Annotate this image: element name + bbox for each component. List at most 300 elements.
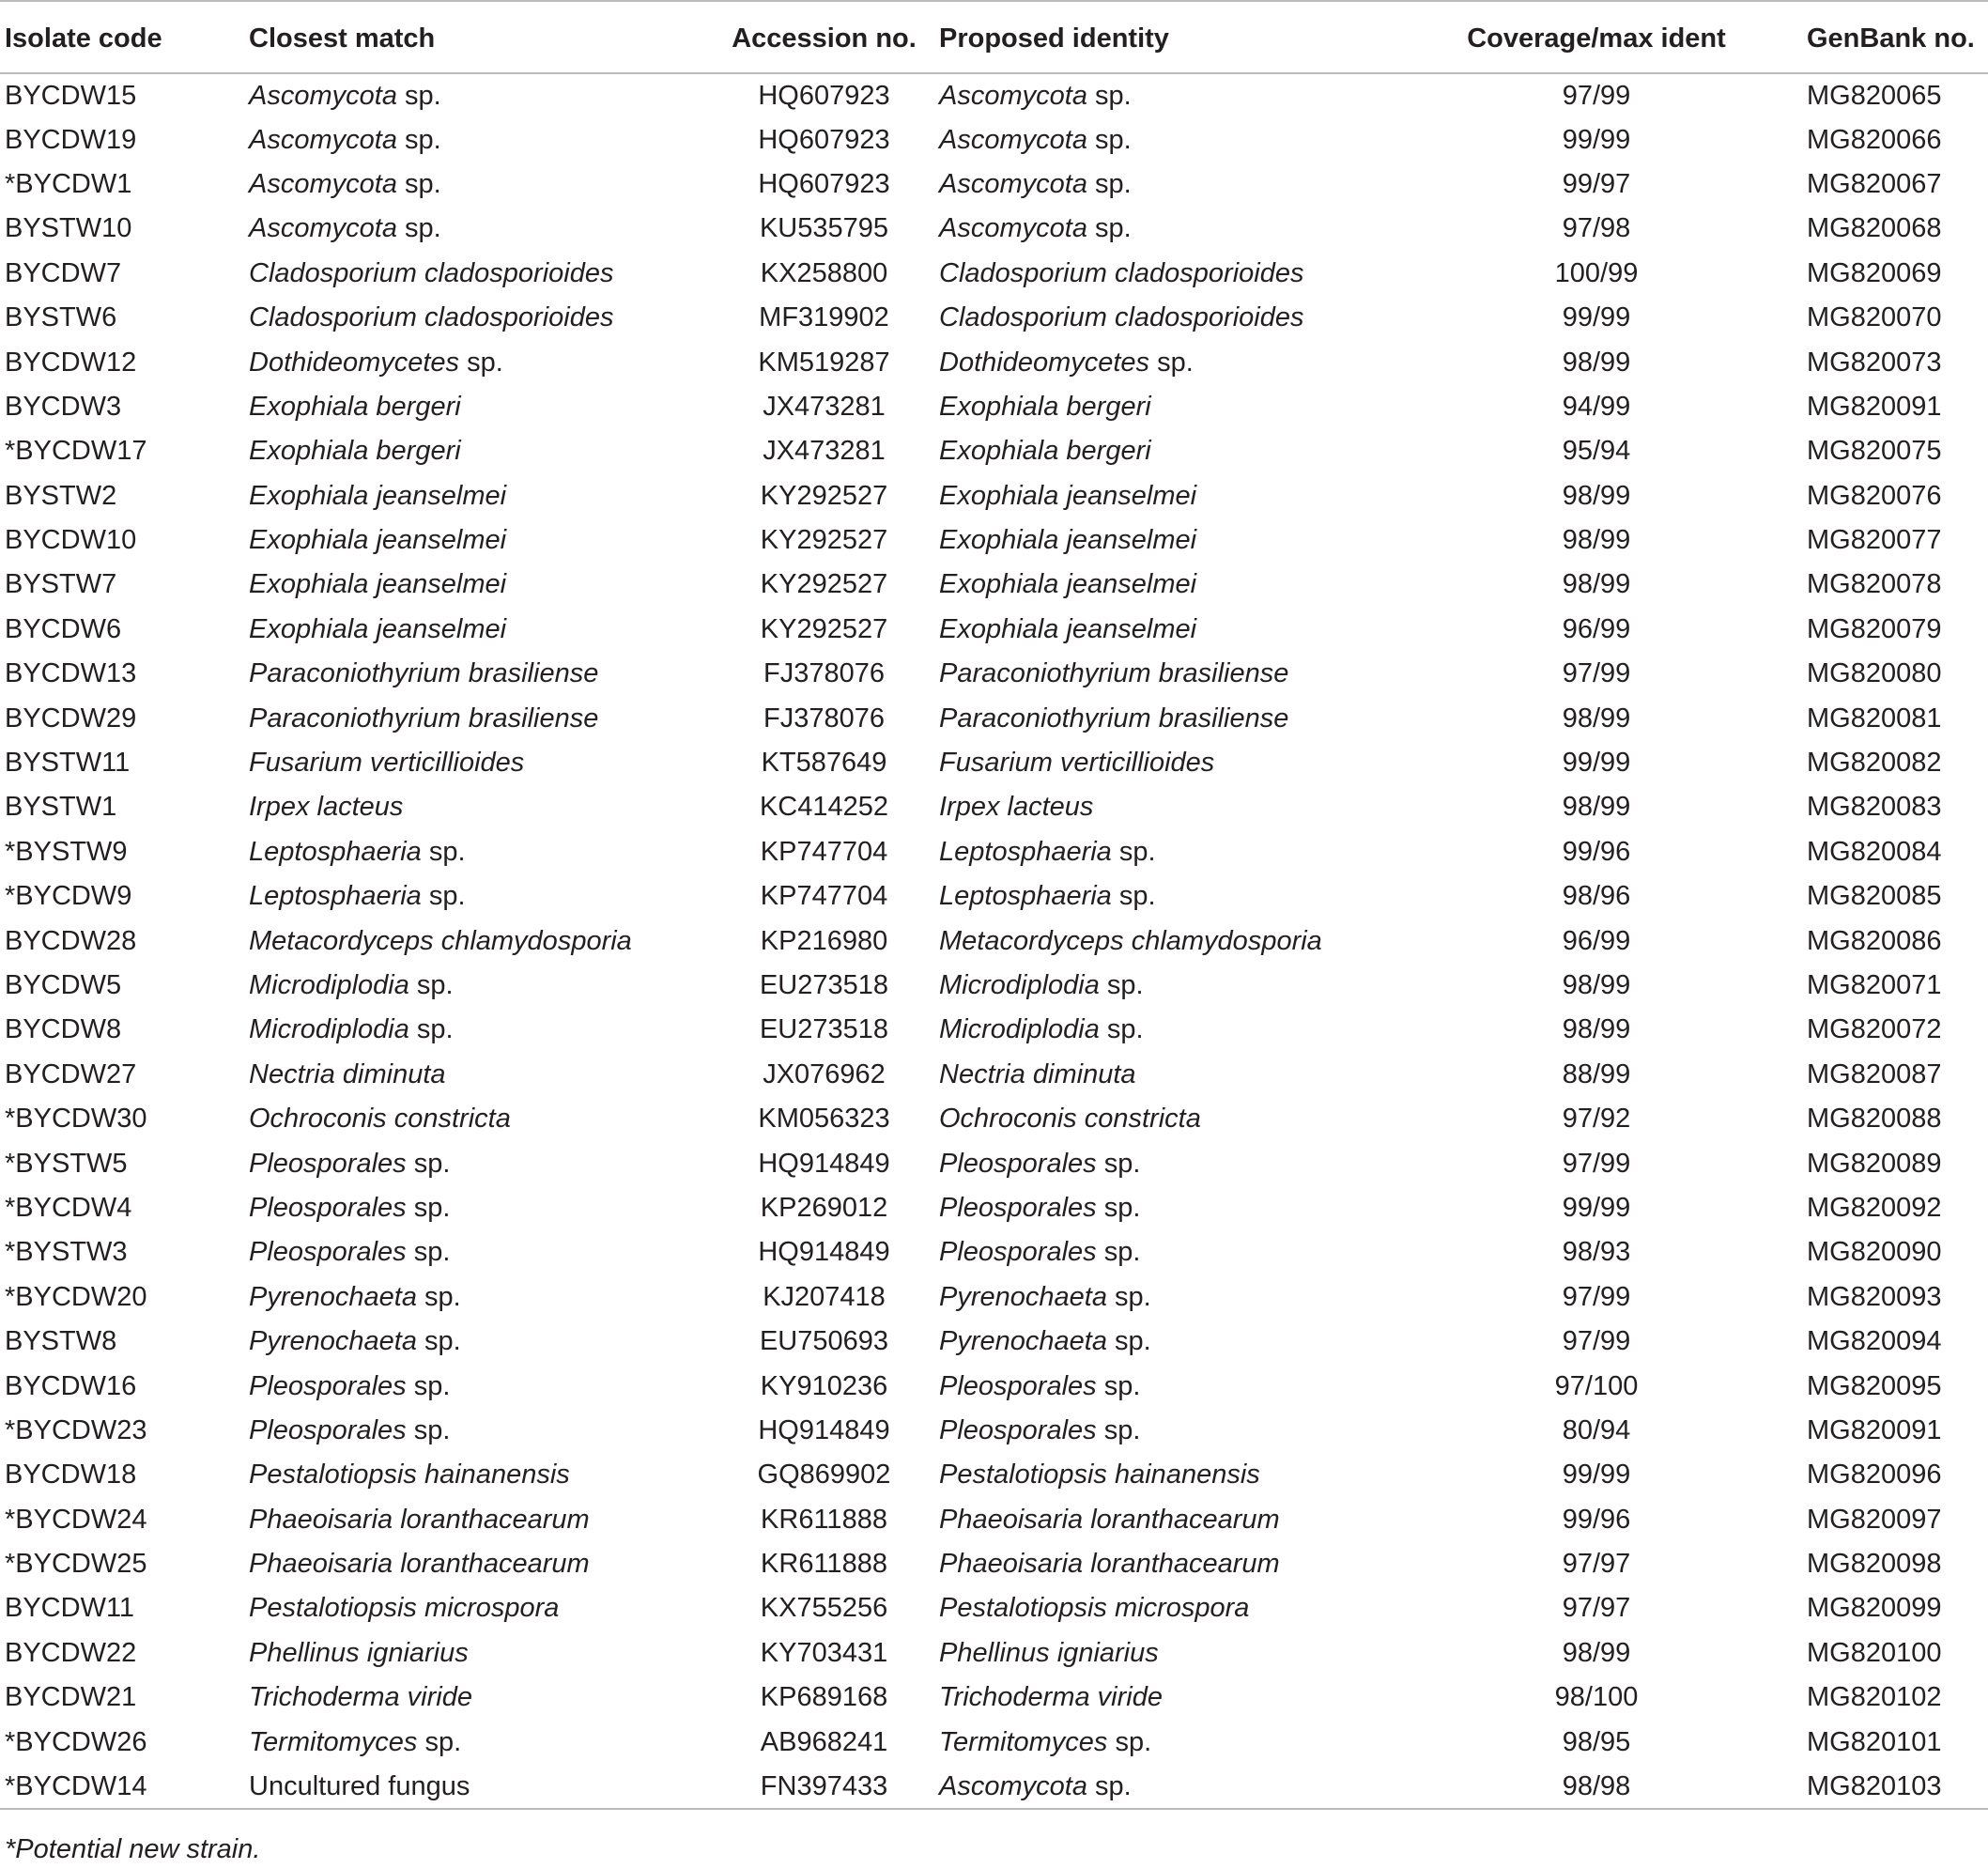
coverage-max-ident-cell: 97/99 [1562,1148,1631,1179]
closest-match-italic: Exophiala jeanselmei [249,480,507,511]
isolate-code-cell: BYSTW11 [5,748,131,779]
proposed-identity-italic: Exophiala jeanselmei [939,613,1197,644]
genbank-no-cell: MG820077 [1807,525,1942,556]
closest-match-cell [249,919,709,963]
proposed-identity-cell [939,785,1399,829]
closest-match-cell [249,652,709,696]
proposed-identity-italic: Paraconiothyrium brasiliense [939,703,1289,734]
genbank-no-cell: MG820103 [1794,1765,1988,1809]
proposed-identity-italic: Ascomycota [939,1770,1087,1801]
closest-match-cell [249,741,709,785]
coverage-max-ident-cell: 98/99 [1562,703,1631,734]
closest-match-cell [249,608,709,652]
coverage-max-ident-cell: 97/92 [1562,1104,1631,1135]
closest-match-italic: Ascomycota [249,80,397,111]
table-row [0,563,1988,607]
isolate-code-cell: *BYCDW4 [5,1192,132,1223]
closest-match-italic: Ascomycota [249,213,397,244]
proposed-identity-plain: sp. [1106,1326,1151,1357]
closest-match-italic: Pleosporales [249,1148,407,1179]
accession-no-cell: GQ869902 [757,1460,891,1491]
accession-no-cell: FN397433 [709,1765,939,1809]
closest-match-italic: Pestalotiopsis microspora [249,1593,560,1624]
table-row [0,964,1988,1008]
coverage-max-ident-cell: 99/99 [1562,302,1631,333]
coverage-max-ident-cell: 97/97 [1562,1593,1631,1624]
accession-no-cell: JX473281 [763,436,886,467]
isolate-code-cell: BYCDW11 [5,1593,135,1624]
genbank-no-cell: MG820065 [1807,80,1942,111]
coverage-max-ident-cell: 98/96 [1562,881,1631,912]
accession-no-cell: KM519287 [758,347,890,378]
proposed-identity-italic: Pleosporales [939,1414,1097,1445]
genbank-no-cell: MG820076 [1807,480,1942,511]
closest-match-plain: sp. [417,1726,462,1757]
closest-match-italic: Leptosphaeria [249,836,422,867]
proposed-identity-cell [939,741,1399,785]
proposed-identity-plain: sp. [1111,881,1156,912]
accession-no-cell: KR611888 [761,1504,887,1535]
proposed-identity-cell [939,518,1399,563]
coverage-max-ident-cell: 99/97 [1562,168,1631,199]
isolate-code-cell: BYSTW6 [5,302,117,333]
closest-match-cell [249,1453,709,1497]
accession-no-cell: KP689168 [760,1682,888,1713]
accession-no-cell: KX755256 [760,1593,888,1624]
accession-no-cell: EU273518 [759,970,889,1000]
table-row [0,1631,1988,1676]
proposed-identity-cell [939,1008,1399,1052]
accession-no-cell: MF319902 [759,302,889,333]
isolate-code-cell: BYCDW7 [5,257,122,288]
proposed-identity-plain: sp. [1096,1414,1141,1445]
proposed-identity-cell [939,73,1399,117]
table-row [0,1409,1988,1453]
closest-match-italic: Dothideomycetes [249,347,460,378]
closest-match-italic: Irpex lacteus [249,792,404,823]
genbank-no-cell: MG820090 [1807,1237,1942,1268]
proposed-identity-plain: sp. [1099,970,1144,1000]
table-row [0,1364,1988,1408]
proposed-identity-italic: Dothideomycetes [939,347,1150,378]
accession-no-cell: HQ607923 [758,124,890,155]
accession-no-cell: EU750693 [759,1326,889,1357]
proposed-identity-cell [939,1676,1399,1720]
proposed-identity-cell [939,696,1399,740]
proposed-identity-cell [939,429,1399,473]
proposed-identity-cell [939,1141,1399,1185]
coverage-max-ident-cell: 100/99 [1554,257,1639,288]
coverage-max-ident-cell: 97/100 [1554,1370,1639,1401]
header-proposed-identity: Proposed identity [939,1,1399,73]
accession-no-cell: JX473281 [763,391,886,422]
closest-match-cell [249,1409,709,1453]
coverage-max-ident-cell: 99/99 [1562,124,1631,155]
closest-match-plain: sp. [408,1014,454,1045]
accession-no-cell: KP216980 [760,925,888,956]
proposed-identity-cell [939,919,1399,963]
isolate-code-cell: BYCDW15 [5,80,137,111]
closest-match-plain: sp. [406,1414,451,1445]
coverage-max-ident-cell: 97/99 [1562,1326,1631,1357]
proposed-identity-italic: Paraconiothyrium brasiliense [939,658,1289,689]
proposed-identity-plain: sp. [1096,1148,1141,1179]
table-row [0,1008,1988,1052]
proposed-identity-cell [939,830,1399,874]
table-row [0,696,1988,740]
isolate-code-cell: BYCDW6 [5,613,122,644]
accession-no-cell: KP747704 [760,881,888,912]
genbank-no-cell: MG820080 [1807,658,1942,689]
closest-match-italic: Microdiplodia [249,970,409,1000]
closest-match-italic: Pleosporales [249,1414,407,1445]
accession-no-cell: KR611888 [761,1549,887,1580]
table-row [0,608,1988,652]
coverage-max-ident-cell: 98/99 [1562,525,1631,556]
proposed-identity-italic: Exophiala bergeri [939,391,1151,422]
proposed-identity-plain: sp. [1096,1237,1141,1268]
isolate-code-cell: BYSTW1 [5,792,117,823]
closest-match-italic: Nectria diminuta [249,1058,446,1089]
coverage-max-ident-cell: 98/99 [1562,1637,1631,1668]
genbank-no-cell: MG820082 [1807,748,1942,779]
proposed-identity-cell [939,1186,1399,1230]
genbank-no-cell: MG820101 [1807,1726,1942,1757]
coverage-max-ident-cell: 94/99 [1562,391,1631,422]
genbank-no-cell: MG820092 [1807,1192,1942,1223]
proposed-identity-italic: Exophiala jeanselmei [939,569,1197,600]
header-isolate-code: Isolate code [0,1,249,73]
genbank-no-cell: MG820099 [1807,1593,1942,1624]
accession-no-cell: KY292527 [760,480,888,511]
table-row [0,207,1988,251]
closest-match-italic: Ascomycota [249,124,397,155]
table-footnote: *Potential new strain. [5,1834,261,1864]
coverage-max-ident-cell: 99/99 [1562,1192,1631,1223]
proposed-identity-italic: Microdiplodia [939,1014,1100,1045]
proposed-identity-italic: Leptosphaeria [939,881,1112,912]
isolate-code-cell: BYCDW27 [5,1058,137,1089]
accession-no-cell: KY292527 [760,569,888,600]
proposed-identity-cell [939,1230,1399,1274]
closest-match-cell [249,252,709,296]
proposed-identity-italic: Cladosporium cladosporioides [939,302,1304,333]
table-row [0,1275,1988,1320]
proposed-identity-plain: sp. [1107,1726,1152,1757]
isolate-code-cell: BYCDW8 [5,1014,122,1045]
accession-no-cell: KY910236 [760,1370,888,1401]
proposed-identity-plain: sp. [1086,213,1132,244]
closest-match-cell [249,696,709,740]
proposed-identity-italic: Pleosporales [939,1148,1097,1179]
proposed-identity-italic: Exophiala bergeri [939,436,1151,467]
isolate-code-cell: *BYSTW3 [5,1237,128,1268]
proposed-identity-italic: Microdiplodia [939,970,1100,1000]
genbank-no-cell: MG820102 [1807,1682,1942,1713]
closest-match-italic: Cladosporium cladosporioides [249,257,614,288]
coverage-max-ident-cell: 98/98 [1399,1765,1794,1809]
proposed-identity-italic: Ascomycota [939,213,1087,244]
proposed-identity-cell [939,652,1399,696]
table-row [0,1498,1988,1542]
closest-match-plain: sp. [396,168,441,199]
accession-no-cell: KX258800 [760,257,888,288]
isolate-code-cell: BYCDW22 [5,1637,137,1668]
table-row [0,1453,1988,1497]
closest-match-italic: Phellinus igniarius [249,1637,469,1668]
closest-match-cell [249,1364,709,1408]
closest-match-cell [249,385,709,429]
proposed-identity-italic: Trichoderma viride [939,1682,1163,1713]
proposed-identity-italic: Exophiala jeanselmei [939,480,1197,511]
genbank-no-cell: MG820100 [1807,1637,1942,1668]
closest-match-cell [249,1008,709,1052]
proposed-identity-plain: sp. [1086,80,1132,111]
isolate-code-cell: *BYCDW20 [5,1281,147,1312]
genbank-no-cell: MG820085 [1807,881,1942,912]
proposed-identity-plain: sp. [1099,1014,1144,1045]
closest-match-plain: sp. [459,347,503,378]
proposed-identity-plain: sp. [1096,1192,1141,1223]
genbank-no-cell: MG820095 [1807,1370,1942,1401]
table-row [0,1765,1988,1809]
proposed-identity-plain: sp. [1106,1281,1151,1312]
proposed-identity-italic: Metacordyceps chlamydosporia [939,925,1322,956]
closest-match-cell [249,518,709,563]
isolate-code-cell: BYSTW8 [5,1326,117,1357]
coverage-max-ident-cell: 88/99 [1562,1058,1631,1089]
table-row [0,785,1988,829]
closest-match-cell [249,1720,709,1764]
isolate-code-cell: *BYCDW17 [5,436,147,467]
table-row [0,1720,1988,1764]
coverage-max-ident-cell: 96/99 [1562,613,1631,644]
closest-match-italic: Exophiala jeanselmei [249,569,507,600]
closest-match-italic: Exophiala jeanselmei [249,525,507,556]
proposed-identity-cell [939,1364,1399,1408]
closest-match-cell [249,117,709,162]
genbank-no-cell: MG820083 [1807,792,1942,823]
closest-match-plain: sp. [421,881,466,912]
genbank-no-cell: MG820075 [1807,436,1942,467]
genbank-no-cell: MG820071 [1807,970,1942,1000]
genbank-no-cell: MG820089 [1807,1148,1942,1179]
proposed-identity-italic: Leptosphaeria [939,836,1112,867]
coverage-max-ident-cell: 99/96 [1562,1504,1631,1535]
genbank-no-cell: MG820091 [1807,391,1942,422]
proposed-identity-cell [939,1097,1399,1141]
isolate-code-cell: BYCDW16 [5,1370,137,1401]
closest-match-italic: Pleosporales [249,1370,407,1401]
accession-no-cell: HQ607923 [758,168,890,199]
table-row [0,830,1988,874]
table-row [0,429,1988,473]
proposed-identity-plain: sp. [1149,347,1194,378]
closest-match-italic: Leptosphaeria [249,881,422,912]
proposed-identity-italic: Fusarium verticillioides [939,748,1215,779]
isolate-code-cell: *BYCDW1 [5,168,132,199]
closest-match-cell [249,1320,709,1364]
isolate-code-cell: BYCDW5 [5,970,122,1000]
isolate-code-cell: BYCDW3 [5,391,122,422]
table-row [0,73,1988,117]
closest-match-italic: Pestalotiopsis hainanensis [249,1460,570,1491]
table-row [0,1586,1988,1630]
isolate-code-cell: *BYSTW9 [5,836,128,867]
closest-match-italic: Phaeoisaria loranthacearum [249,1504,590,1535]
proposed-identity-cell [939,1275,1399,1320]
table-header-row [0,1,1988,73]
coverage-max-ident-cell: 98/95 [1562,1726,1631,1757]
accession-no-cell: KP269012 [760,1192,888,1223]
genbank-no-cell: MG820098 [1807,1549,1942,1580]
accession-no-cell: AB968241 [760,1726,888,1757]
genbank-no-cell: MG820067 [1807,168,1942,199]
coverage-max-ident-cell: 98/99 [1562,347,1631,378]
table-row [0,919,1988,963]
proposed-identity-cell [939,1409,1399,1453]
genbank-no-cell: MG820088 [1807,1104,1942,1135]
coverage-max-ident-cell: 98/99 [1562,970,1631,1000]
proposed-identity-cell [939,608,1399,652]
coverage-max-ident-cell: 98/100 [1554,1682,1639,1713]
closest-match-cell [249,785,709,829]
proposed-identity-cell [939,340,1399,384]
table-row [0,1097,1988,1141]
coverage-max-ident-cell: 80/94 [1562,1414,1631,1445]
closest-match-cell [249,429,709,473]
proposed-identity-italic: Nectria diminuta [939,1058,1136,1089]
genbank-no-cell: MG820078 [1807,569,1942,600]
closest-match-plain: sp. [406,1370,451,1401]
accession-no-cell: KY292527 [760,613,888,644]
closest-match-cell [249,1053,709,1097]
accession-no-cell: KC414252 [759,792,889,823]
proposed-identity-plain: sp. [1086,124,1132,155]
closest-match-cell [249,296,709,340]
isolate-code-cell: *BYCDW25 [5,1549,147,1580]
table-row [0,385,1988,429]
closest-match-cell [249,1186,709,1230]
accession-no-cell: FJ378076 [763,703,885,734]
closest-match-plain: sp. [396,124,441,155]
proposed-identity-plain: sp. [1096,1370,1141,1401]
accession-no-cell: KP747704 [760,836,888,867]
closest-match-italic: Paraconiothyrium brasiliense [249,658,599,689]
header-closest-match: Closest match [249,1,709,73]
accession-no-cell: HQ914849 [758,1414,890,1445]
closest-match-italic: Ochroconis constricta [249,1104,511,1135]
proposed-identity-italic: Cladosporium cladosporioides [939,257,1304,288]
closest-match-cell [249,1275,709,1320]
coverage-max-ident-cell: 97/98 [1562,213,1631,244]
isolate-code-cell: BYSTW7 [5,569,117,600]
closest-match-cell [249,1676,709,1720]
proposed-identity-italic: Pyrenochaeta [939,1281,1107,1312]
proposed-identity-cell [939,563,1399,607]
proposed-identity-cell [939,1053,1399,1097]
table-row [0,1542,1988,1586]
proposed-identity-plain: sp. [1111,836,1156,867]
accession-no-cell: HQ914849 [758,1237,890,1268]
genbank-no-cell: MG820069 [1807,257,1942,288]
proposed-identity-cell [939,1542,1399,1586]
coverage-max-ident-cell: 97/99 [1562,80,1631,111]
closest-match-plain: sp. [416,1281,461,1312]
table-row [0,1320,1988,1364]
closest-match-plain: sp. [396,80,441,111]
proposed-identity-italic: Pestalotiopsis hainanensis [939,1460,1260,1491]
isolate-code-cell: BYCDW21 [5,1682,137,1713]
accession-no-cell: HQ607923 [758,80,890,111]
genbank-no-cell: MG820091 [1807,1414,1942,1445]
proposed-identity-italic: Phaeoisaria loranthacearum [939,1549,1280,1580]
proposed-identity-cell [939,964,1399,1008]
closest-match-cell [249,73,709,117]
isolate-code-cell: BYCDW28 [5,925,137,956]
table-row [0,1141,1988,1185]
isolate-code-cell: BYCDW29 [5,703,137,734]
proposed-identity-italic: Phellinus igniarius [939,1637,1159,1668]
coverage-max-ident-cell: 98/99 [1562,480,1631,511]
proposed-identity-italic: Exophiala jeanselmei [939,525,1197,556]
genbank-no-cell: MG820073 [1807,347,1942,378]
coverage-max-ident-cell: 98/99 [1562,792,1631,823]
proposed-identity-cell [939,1720,1399,1764]
coverage-max-ident-cell: 95/94 [1562,436,1631,467]
closest-match-cell [249,162,709,207]
proposed-identity-italic: Ascomycota [939,124,1087,155]
closest-match-italic: Exophiala jeanselmei [249,613,507,644]
isolate-code-cell: BYCDW13 [5,658,137,689]
table-row [0,117,1988,162]
accession-no-cell: KT587649 [761,748,887,779]
proposed-identity-italic: Pestalotiopsis microspora [939,1593,1250,1624]
closest-match-cell [249,1586,709,1630]
table-row [0,162,1988,207]
isolate-code-cell: *BYCDW23 [5,1414,147,1445]
coverage-max-ident-cell: 98/93 [1562,1237,1631,1268]
proposed-identity-cell [939,474,1399,518]
genbank-no-cell: MG820087 [1807,1058,1942,1089]
coverage-max-ident-cell: 97/99 [1562,658,1631,689]
closest-match-plain: sp. [406,1192,451,1223]
genbank-no-cell: MG820093 [1807,1281,1942,1312]
accession-no-cell: KM056323 [758,1104,890,1135]
closest-match-cell [249,1631,709,1676]
isolate-code-cell: BYCDW10 [5,525,137,556]
accession-no-cell: KU535795 [759,213,889,244]
closest-match-cell [249,830,709,874]
table-row [0,1053,1988,1097]
proposed-identity-italic: Ascomycota [939,168,1087,199]
closest-match-italic: Exophiala bergeri [249,391,461,422]
proposed-identity-italic: Ochroconis constricta [939,1104,1201,1135]
closest-match-cell [249,1765,709,1809]
closest-match-cell [249,964,709,1008]
closest-match-italic: Termitomyces [249,1726,418,1757]
closest-match-cell [249,1141,709,1185]
isolate-code-cell: BYCDW18 [5,1460,137,1491]
proposed-identity-italic: Pleosporales [939,1370,1097,1401]
genbank-no-cell: MG820086 [1807,925,1942,956]
genbank-no-cell: MG820079 [1807,613,1942,644]
table-row [0,518,1988,563]
closest-match-italic: Fusarium verticillioides [249,748,525,779]
closest-match-italic: Microdiplodia [249,1014,409,1045]
table-row [0,652,1988,696]
closest-match-cell [249,340,709,384]
